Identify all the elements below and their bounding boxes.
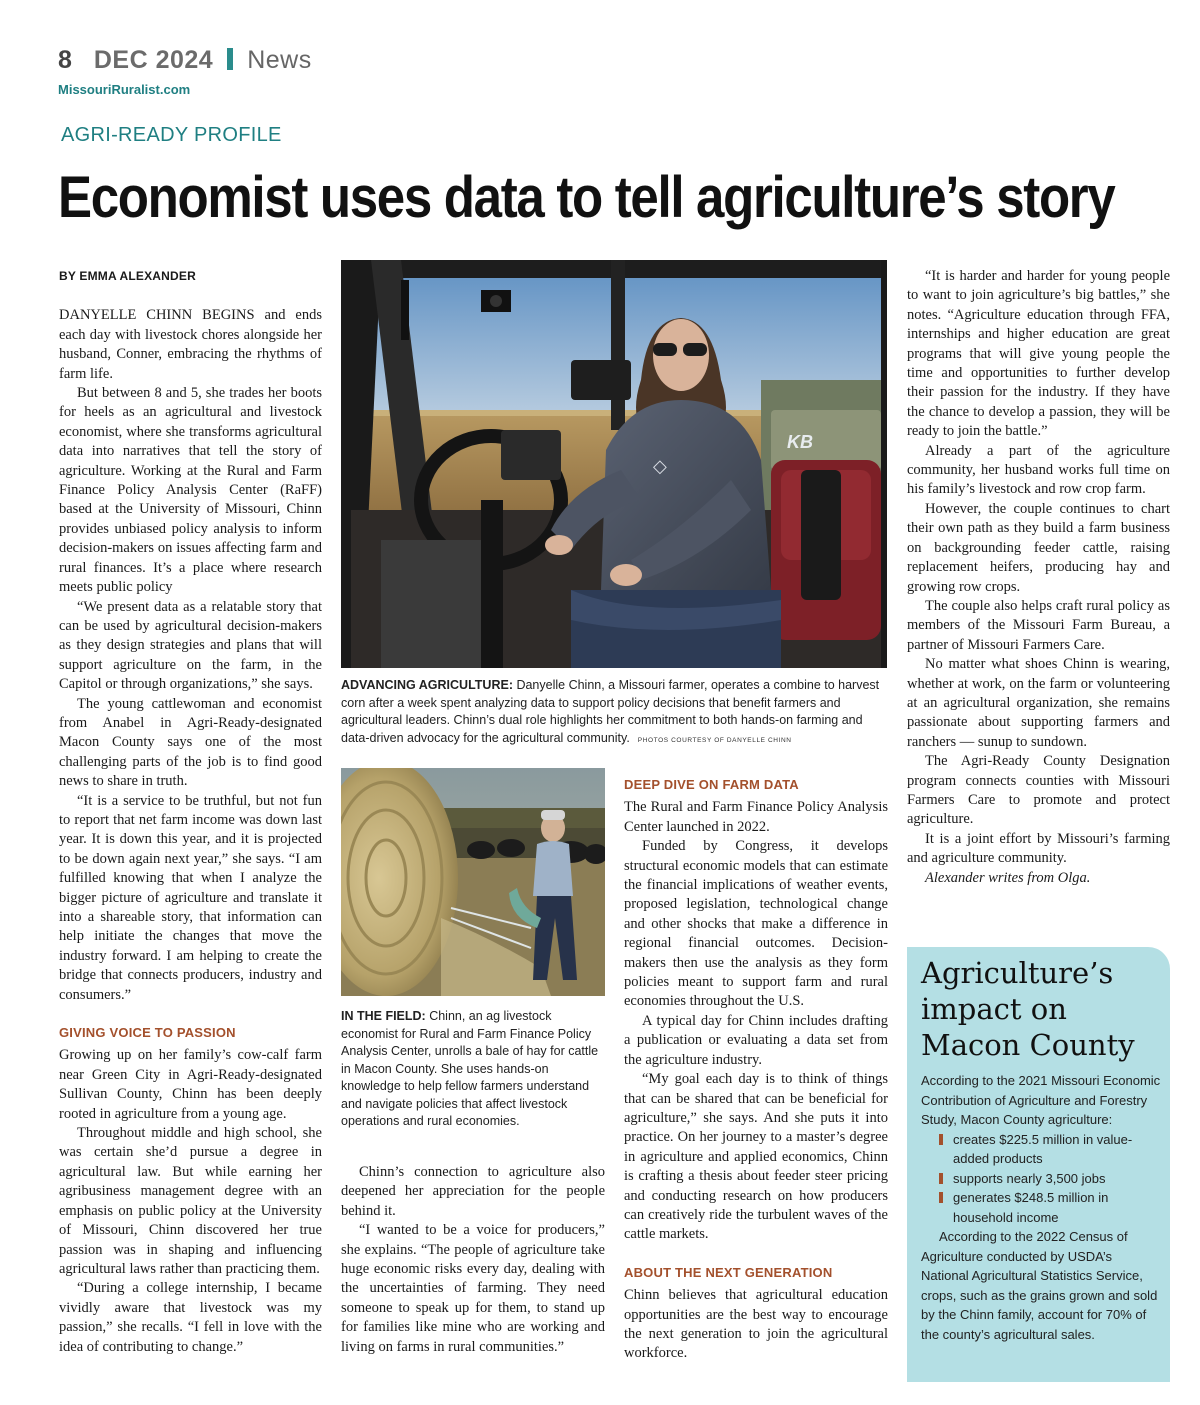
- sidebar-body: [921, 1071, 1161, 1344]
- article-paragraph: Funded by Congress, it develops structural economic models that can estimate the financial implications of weather events, proposed legislation, technological change and other shocks that make a difference in regional financial outcomes. Decision-makers then use the analysis as they form policies meant to support farm and rural economies throughout the U.S.: [624, 838, 888, 1010]
- section-subhead: ABOUT THE NEXT GENERATION: [624, 1264, 833, 1280]
- caption-label: IN THE FIELD:: [341, 1009, 426, 1023]
- combine-cab-illustration: [341, 260, 887, 668]
- section-subhead: DEEP DIVE ON FARM DATA: [624, 777, 799, 792]
- article-paragraph: “It is harder and harder for young people to want to join agriculture’s big battles,” she notes. “Agriculture education through FFA, internships and higher education are great programs that will give young people the time and opportunities to further develop their passion for the industry. If they have the chance to develop a passion, they will be ready to join the battle.”: [907, 268, 1170, 440]
- article-paragraph: Chinn’s connection to agriculture also deepened her appreciation for the people behind it.: [341, 1164, 605, 1219]
- page-folio: [58, 46, 312, 75]
- hay-bale-photo: [341, 768, 605, 996]
- article-paragraph: “I wanted to be a voice for producers,” she explains. “The people of agriculture take huge economic risks every day, dealing with the uncertainties of farming. They need someone to speak up for them, to stand up for families like mine who are working and living on farms in rural communities.”: [341, 1222, 605, 1355]
- article-kicker: AGRI-READY PROFILE: [61, 124, 282, 146]
- list-item: generates $248.5 million in household income: [939, 1188, 1161, 1227]
- caption-text: Danyelle Chinn, a Missouri farmer, operates a combine to harvest corn after a week spent analyzing data to support policy decisions that benefit farmers and agricultural leaders. Chinn’s dual role highlights her commitment to both hands-on farming and data-driven advocacy for the agricultural community.: [341, 678, 880, 745]
- photo-credit: PHOTOS COURTESY OF DANYELLE CHINN: [637, 736, 792, 744]
- article-paragraph: “It is a service to be truthful, but not fun to report that net farm income was down last year. It is down this year, and it is projected to be down again next year,” she says. “I am fulfilled knowing that when I analyze the bigger picture of agriculture and translate it into a shareable story, that information can help initiate the changes that move the industry forward. I am helping to create the bridge that connects producers, industry and consumers.”: [59, 792, 322, 1003]
- sidebar-intro: According to the 2021 Missouri Economic Contribution of Agriculture and Forestry Study, Macon County agriculture:: [921, 1073, 1161, 1127]
- article-paragraph: DANYELLE CHINN BEGINS and ends each day with livestock chores alongside her husband, Conner, embracing the rhythms of farm life.: [59, 307, 323, 382]
- kb-logo: KB: [787, 432, 813, 452]
- article-paragraph: Already a part of the agriculture community, her husband works full time on his family’s livestock and row crop farm.: [907, 442, 1170, 498]
- combine-photo: [341, 260, 887, 668]
- article-paragraph: “My goal each day is to think of things that can be shared that can be beneficial for agriculture,” she says. And she puts it into practice. On her journey to a master’s degree in agriculture and applied economics, Chinn is crafting a thesis about feeder steer pricing and conducting research on how producers can creatively ride the turbulent waves of the cattle markets.: [624, 1071, 888, 1243]
- article-paragraph: Chinn believes that agricultural education opportunities are the best way to encourage the next generation to join the agricultural workforce.: [624, 1287, 888, 1362]
- folio-divider: [227, 48, 233, 70]
- article-paragraph: Throughout middle and high school, she was certain she’d pursue a degree in agricultural law. But while earning her agribusiness management degree with an emphasis on public policy at the University of Missouri, Chinn discovered her true passion was in shaping and influencing agricultural laws rather than practicing them.: [59, 1125, 322, 1277]
- section-subhead: GIVING VOICE TO PASSION: [59, 1025, 236, 1041]
- caption-label: ADVANCING AGRICULTURE:: [341, 678, 513, 692]
- hay-field-illustration: [341, 768, 605, 996]
- lead-in-caps: DANYELLE CHINN BEGINS: [59, 307, 255, 324]
- bullet-marker-icon: [939, 1173, 943, 1184]
- bullet-marker-icon: [939, 1134, 943, 1145]
- article-paragraph: “During a college internship, I became vividly aware that livestock was my passion,” she recalls. “I fell in love with the idea of contributing to change.”: [59, 1280, 322, 1355]
- article-paragraph: The Rural and Farm Finance Policy Analysis Center launched in 2022.: [624, 799, 888, 835]
- article-paragraph: However, the couple continues to chart their own path as they build a farm business on backgrounding feeder cattle, raising replacement heifers, producing hay and growing row crops.: [907, 500, 1170, 595]
- main-photo-caption: [341, 677, 889, 749]
- sidebar-census-note: According to the 2022 Census of Agriculture conducted by USDA’s National Agricultural Statistics Service, crops, such as the grains grown and sold by the Chinn family, account for 70% of the county’s agricultural sales.: [921, 1229, 1158, 1342]
- article-paragraph: The Agri-Ready County Designation program connects counties with Missouri Farmers Care to promote and protect agriculture.: [907, 753, 1170, 828]
- article-paragraph: The couple also helps craft rural policy as members of the Missouri Farm Bureau, a partner of Missouri Farmers Care.: [907, 597, 1170, 653]
- article-paragraph: No matter what shoes Chinn is wearing, whether at work, on the farm or volunteering at an agricultural organization, she remains passionate about supporting farmers and ranchers — sunup to sundown.: [907, 656, 1170, 750]
- author-signoff: Alexander writes from Olga.: [925, 869, 1091, 886]
- section-name: News: [247, 46, 312, 74]
- sidebar-bullet-list: [921, 1130, 1161, 1228]
- byline: BY EMMA ALEXANDER: [59, 269, 196, 283]
- issue-date: DEC 2024: [93, 46, 214, 74]
- article-paragraph: It is a joint effort by Missouri’s farming and agriculture community.: [907, 830, 1170, 867]
- bullet-marker-icon: [939, 1192, 943, 1203]
- sidebar-title: Agriculture’s impact on Macon County: [921, 956, 1135, 1062]
- article-headline: Economist uses data to tell agriculture’s story: [58, 165, 1115, 230]
- article-paragraph: But between 8 and 5, she trades her boots for heels as an agricultural and livestock economist, where she transforms agricultural data into narratives that tell the story of agriculture. Working at the Rural and Farm Finance Policy Analysis Center (RaFF) based at the University of Missouri, Chinn provides unbiased policy analysis to inform decision-makers on issues affecting farm and rural finances. It’s a place where research meets public policy: [59, 385, 322, 596]
- article-paragraph: Growing up on her family’s cow-calf farm near Green City in Agri-Ready-designated Sullivan County, Chinn has been deeply rooted in agriculture from a young age.: [59, 1047, 322, 1122]
- article-paragraph: A typical day for Chinn includes drafting a publication or evaluating a data set from the agriculture industry.: [624, 1012, 888, 1068]
- fact-sidebar: [907, 947, 1170, 1382]
- article-column-1: [59, 267, 322, 1357]
- article-column-4: [907, 267, 1170, 888]
- article-column-2: [341, 1163, 605, 1357]
- article-column-3: [624, 775, 888, 1364]
- article-paragraph: The young cattlewoman and economist from Anabel in Agri-Ready-designated Macon County says one of the most challenging parts of the job is to find good news to share in truth.: [59, 695, 322, 790]
- website-link[interactable]: MissouriRuralist.com: [58, 82, 191, 97]
- caption-text: Chinn, an ag livestock economist for Rural and Farm Finance Policy Analysis Center, unrolls a bale of hay for cattle in Macon County. She uses hands-on knowledge to help fellow farmers understand and navigate policies that affect livestock operations and rural economies.: [341, 1009, 599, 1128]
- page-number: 8: [58, 46, 73, 74]
- svg-text:◇: ◇: [653, 456, 667, 476]
- list-item: creates $225.5 million in value-added products: [939, 1130, 1161, 1169]
- second-photo-caption: [341, 1008, 607, 1131]
- article-paragraph: “We present data as a relatable story that can be used by agricultural decision-makers as they design strategies and plans that will support agriculture on the farm, in the Capitol or through organizations,” she says.: [59, 598, 322, 693]
- list-item: supports nearly 3,500 jobs: [939, 1169, 1161, 1189]
